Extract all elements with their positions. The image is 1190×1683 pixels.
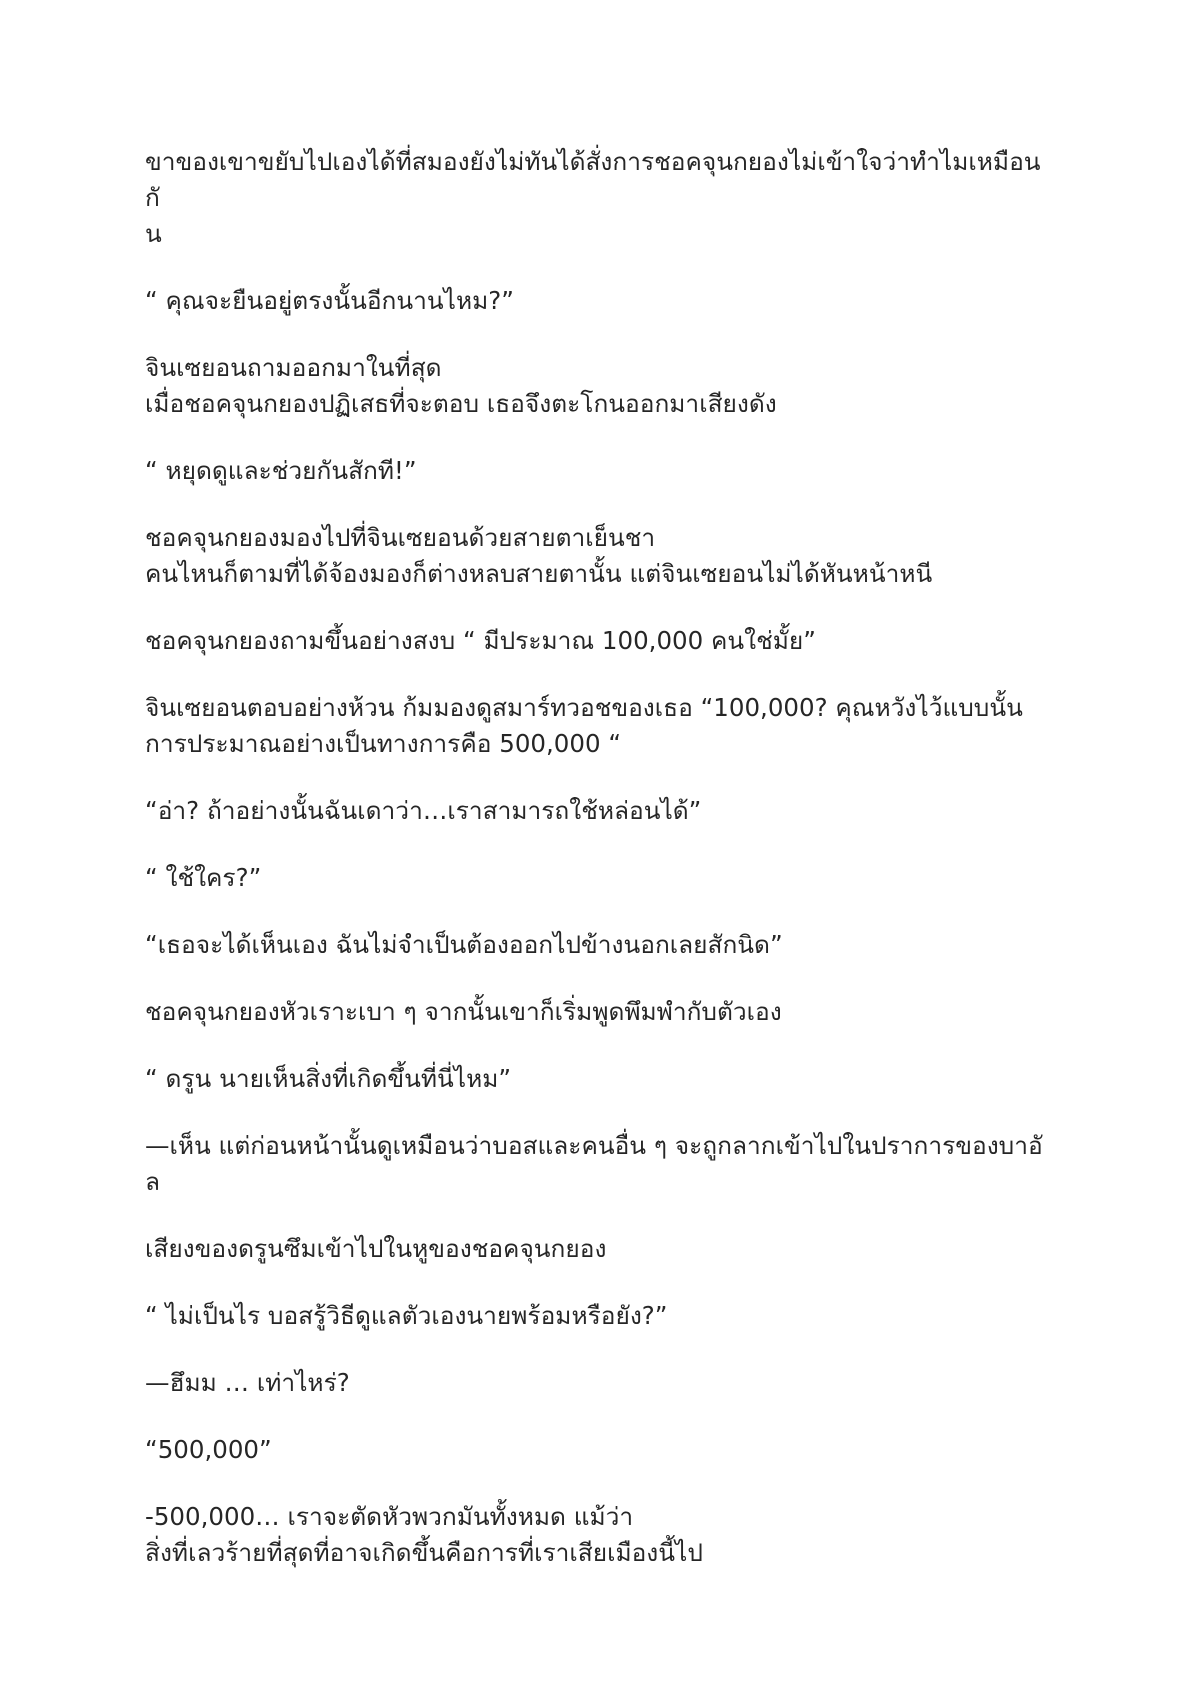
- paragraph-line: “ คุณจะยืนอยู่ตรงนั้นอีกนานไหม?”: [145, 286, 514, 315]
- paragraph-line: คนไหนก็ตามที่ได้จ้องมองก็ต่างหลบสายตานั้น แต่จินเซยอนไม่ได้หันหน้าหนี: [145, 559, 933, 588]
- paragraph-line: —ฮึมม … เท่าไหร่?: [145, 1368, 350, 1397]
- paragraph: [145, 1061, 1050, 1097]
- paragraph: [145, 1298, 1050, 1334]
- paragraph: [145, 1499, 1050, 1571]
- paragraph: [145, 1365, 1050, 1401]
- paragraph: [145, 690, 1050, 762]
- paragraph-line: “500,000”: [145, 1435, 272, 1464]
- paragraph-line: —เห็น แต่ก่อนหน้านั้นดูเหมือนว่าบอสและคนอื่น ๆ จะถูกลากเข้าไปในปราการของบาอัล: [145, 1131, 1043, 1196]
- paragraph-line: -500,000… เราจะตัดหัวพวกมันทั้งหมด แม้ว่า: [145, 1502, 634, 1531]
- paragraph-line: ชอคจุนกยองหัวเราะเบา ๆ จากนั้นเขาก็เริ่มพูดพึมพำกับตัวเอง: [145, 997, 782, 1026]
- paragraph-line: “ ใช้ใคร?”: [145, 863, 262, 892]
- paragraph: [145, 994, 1050, 1030]
- paragraph: [145, 453, 1050, 489]
- paragraph-line: “ ไม่เป็นไร บอสรู้วิธีดูแลตัวเองนายพร้อมหรือยัง?”: [145, 1301, 668, 1330]
- paragraph: [145, 623, 1050, 659]
- paragraph-line: จินเซยอนตอบอย่างห้วน ก้มมองดูสมาร์ทวอชของเธอ “100,000? คุณหวังไว้แบบนั้น: [145, 693, 1023, 722]
- paragraph-line: “ ดรูน นายเห็นสิ่งที่เกิดขึ้นที่นี่ไหม”: [145, 1064, 512, 1093]
- paragraph: [145, 144, 1050, 252]
- paragraph-line: ชอคจุนกยองถามขึ้นอย่างสงบ “ มีประมาณ 100,000 คนใช่มั้ย”: [145, 626, 816, 655]
- paragraph: [145, 283, 1050, 319]
- paragraph-line: “อ่า? ถ้าอย่างนั้นฉันเดาว่า…เราสามารถใช้หล่อนได้”: [145, 796, 702, 825]
- paragraph-line: การประมาณอย่างเป็นทางการคือ 500,000 “: [145, 729, 622, 758]
- paragraph: [145, 793, 1050, 829]
- paragraph: [145, 1231, 1050, 1267]
- paragraph-line: จินเซยอนถามออกมาในที่สุด: [145, 353, 442, 382]
- paragraph: [145, 350, 1050, 422]
- paragraph-line: “เธอจะได้เห็นเอง ฉันไม่จำเป็นต้องออกไปข้างนอกเลยสักนิด”: [145, 930, 783, 959]
- paragraph-line: เมื่อชอคจุนกยองปฏิเสธที่จะตอบ เธอจึงตะโกนออกมาเสียงดัง: [145, 389, 777, 418]
- paragraph-line: “ หยุดดูและช่วยกันสักที!”: [145, 456, 417, 485]
- paragraph: [145, 1432, 1050, 1468]
- paragraph: [145, 927, 1050, 963]
- paragraph-line: ขาของเขาขยับไปเองได้ที่สมองยังไม่ทันได้สั่งการชอคจุนกยองไม่เข้าใจว่าทำไมเหมือนกั: [145, 147, 1041, 212]
- paragraph-line: ชอคจุนกยองมองไปที่จินเซยอนด้วยสายตาเย็นชา: [145, 523, 656, 552]
- paragraph-line: น: [145, 219, 162, 248]
- paragraph: [145, 1128, 1050, 1200]
- paragraph: [145, 520, 1050, 592]
- document-body: [145, 144, 1050, 1602]
- paragraph-line: สิ่งที่เลวร้ายที่สุดที่อาจเกิดขึ้นคือการที่เราเสียเมืองนี้ไป: [145, 1538, 703, 1567]
- paragraph-line: เสียงของดรูนซึมเข้าไปในหูของชอคจุนกยอง: [145, 1234, 607, 1263]
- paragraph: [145, 860, 1050, 896]
